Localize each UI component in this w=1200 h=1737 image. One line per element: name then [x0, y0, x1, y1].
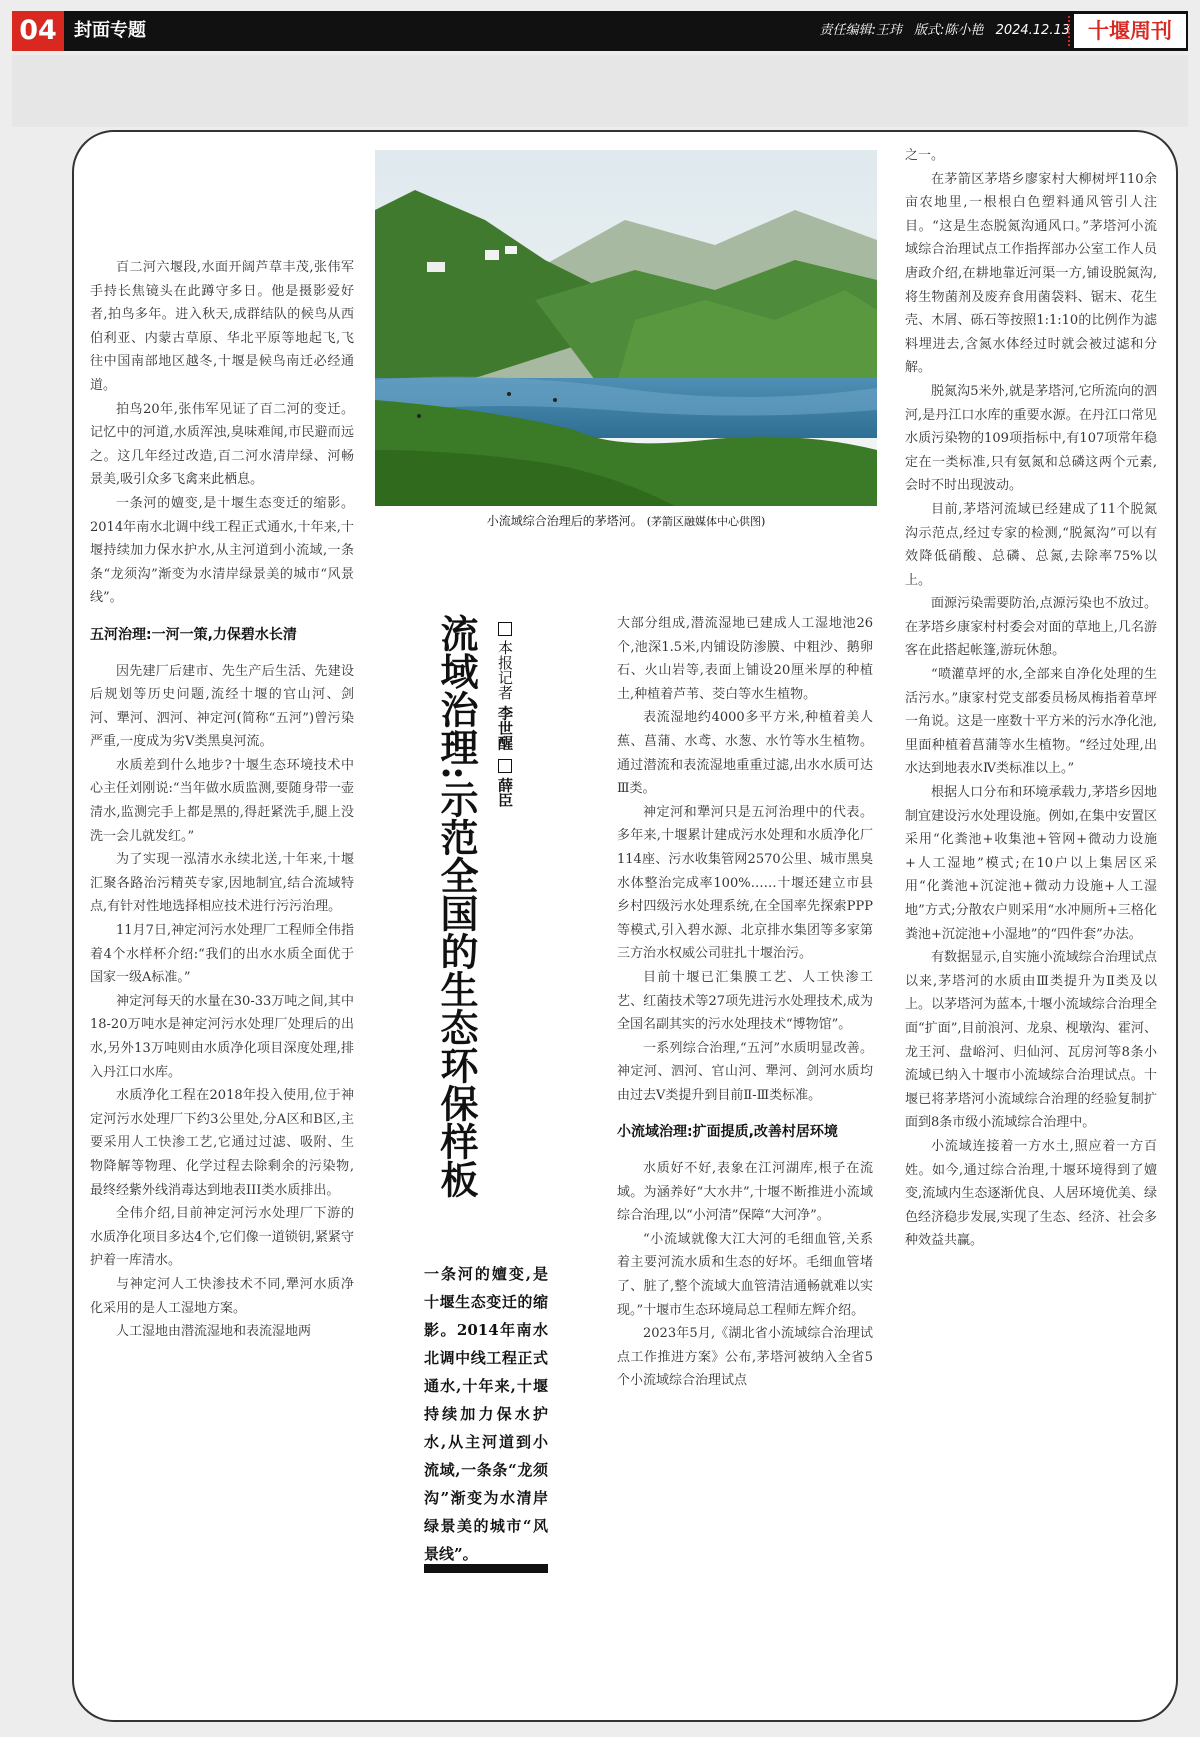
subheading-small-watershed: 小流域治理:扩面提质,改善村居环境 [617, 1124, 838, 1141]
paragraph: 百二河六堰段,水面开阔芦草丰茂,张伟军手持长焦镜头在此蹲守多日。他是摄影爱好者,拍鸟多年。进入秋天,成群结队的候鸟从西伯利亚、内蒙古草原、华北平原等地起飞,飞往中国南部地区越冬,十堰是候鸟南迁必经通道。 [90, 260, 354, 393]
article-photo [375, 150, 877, 506]
editor-credit: 责任编辑:王玮 [819, 23, 902, 38]
layout-credit: 版式:陈小艳 [914, 23, 984, 38]
paragraph: 水质净化工程在2018年投入使用,位于神定河污水处理厂下约3公里处,分A区和B区,主要采用人工快渗工艺,它通过过滤、吸附、生物降解等物理、化学过程去除剩余的污染物,最终经紫外线消毒达到地表III类水质排出。 [90, 1088, 354, 1198]
paragraph: 一条河的嬗变,是十堰生态变迁的缩影。2014年南水北调中线工程正式通水,十年来,十堰持续加力保水护水,从主河道到小流域,一条条“龙须沟”渐变为水清岸绿景美的城市“风景线”。 [90, 495, 354, 606]
paragraph: “喷灌草坪的水,全部来自净化处理的生活污水。”康家村党支部委员杨凤梅指着草坪一角说。这是一座数十平方米的污水净化池,里面种植着菖蒲等水生植物。“经过处理,出水达到地表水Ⅳ类标准以上。” [905, 667, 1157, 777]
photo-credit: (茅箭区融媒体中心供图) [646, 515, 766, 528]
paragraph: 神定河和犟河只是五河治理中的代表。多年来,十堰累计建成污水处理和水质净化厂114座、污水收集管网2570公里、城市黑臭水体整治完成率100%……十堰还建立市县乡村四级污水处理系统,在全国率先探索PPP等模式,引入碧水源、北京排水集团等多家第三方治水权威公司驻扎十堰治污。 [617, 804, 873, 962]
river-landscape-image [375, 150, 877, 506]
paragraph: 为了实现一泓清水永续北送,十年来,十堰汇聚各路治污精英专家,因地制宜,结合流域特点,有针对性地选择相应技术进行污污治理。 [90, 852, 354, 915]
subheading-five-rivers: 五河治理:一河一策,力保碧水长清 [90, 626, 297, 643]
paragraph: 目前十堰已汇集膜工艺、人工快渗工艺、红菌技术等27项先进污水处理技术,成为全国名副其实的污水处理技术“博物馆”。 [617, 969, 873, 1033]
paragraph: “小流域就像大江大河的毛细血管,关系着主要河流水质和生态的好坏。毛细血管堵了、脏了,整个流域大血管清洁通畅就难以实现。”十堰市生态环境局总工程师左辉介绍。 [617, 1231, 873, 1318]
paragraph: 2023年5月,《湖北省小流域综合治理试点工作推进方案》公布,茅塔河被纳入全省5个小流域综合治理试点 [617, 1326, 873, 1389]
paragraph: 神定河每天的水量在30-33万吨之间,其中18-20万吨水是神定河污水处理厂处理后的出水,另外13万吨则由水质净化项目深度处理,排入丹江口水库。 [90, 993, 354, 1080]
paragraph: 拍鸟20年,张伟军见证了百二河的变迁。记忆中的河道,水质浑浊,臭味难闻,市民避而远之。这几年经过改造,百二河水清岸绿、河畅景美,吸引众多飞禽来此栖息。 [90, 401, 354, 488]
pull-quote: 一条河的嬗变,是十堰生态变迁的缩影。2014年南水北调中线工程正式通水,十年来,十堰持续加力保水护水,从主河道到小流域,一条条“龙须沟”渐变为水清岸绿景美的城市“风景线”。 [424, 1265, 548, 1563]
paragraph: 全伟介绍,目前神定河污水处理厂下游的水质净化项目多达4个,它们像一道锁钥,紧紧守护着一库清水。 [90, 1206, 354, 1269]
paragraph: 根据人口分布和环境承载力,茅塔乡因地制宜建设污水处理设施。例如,在集中安置区采用“化粪池+收集池+管网+微动力设施+人工湿地”模式;在10户以上集居区采用“化粪池+沉淀池+微动力设施+人工湿地”方式;分散农户则采用“水冲厕所+三格化粪池+沉淀池+小湿地”的“四件套”办法。 [905, 785, 1157, 942]
column-1 [90, 256, 354, 1344]
paragraph: 因先建厂后建市、先生产后生活、先建设后规划等历史问题,流经十堰的官山河、剑河、犟河、泗河、神定河(简称“五河”)曾污染严重,一度成为劣V类黑臭河流。 [90, 663, 354, 750]
paragraph: 之一。 [905, 148, 945, 163]
brand-logo: 十堰周刊 [1074, 14, 1186, 48]
section-title: 封面专题 [74, 20, 146, 41]
paragraph: 表流湿地约4000多平方米,种植着美人蕉、菖蒲、水鸢、水葱、水竹等水生植物。通过潜流和表流湿地重重过滤,出水水质可达Ⅲ类。 [617, 710, 873, 797]
byline-box-2 [498, 759, 512, 773]
byline [490, 618, 516, 807]
column-4 [905, 144, 1157, 1253]
paragraph: 面源污染需要防治,点源污染也不放过。在茅塔乡康家村村委会对面的草地上,几名游客在此搭起帐篷,游玩休憩。 [905, 596, 1157, 659]
paragraph: 目前,茅塔河流域已经建成了11个脱氮沟示范点,经过专家的检测,“脱氮沟”可以有效降低硝酸、总磷、总氮,去除率75%以上。 [905, 501, 1157, 588]
pull-quote-bar [424, 1564, 548, 1573]
byline-role: 本报记者 [496, 640, 514, 700]
column-3 [617, 612, 873, 1393]
header-meta [812, 11, 1071, 51]
paragraph: 水质差到什么地步?十堰生态环境技术中心主任刘刚说:“当年做水质监测,要随身带一壶清水,监测完手上都是黑的,得赶紧洗手,腿上没洗一会儿就发红。” [90, 757, 354, 844]
top-margin-shade [12, 55, 1188, 127]
photo-caption [375, 512, 877, 529]
paragraph: 大部分组成,潜流湿地已建成人工湿地池26个,池深1.5米,内铺设防渗膜、中粗沙、鹅卵石、火山岩等,表面上铺设20厘米厚的种植土,种植着芦苇、茭白等水生植物。 [617, 616, 873, 702]
paragraph: 有数据显示,自实施小流域综合治理试点以来,茅塔河的水质由Ⅲ类提升为Ⅱ类及以上。以茅塔河为蓝本,十堰小流域综合治理全面“扩面”,目前浪河、龙泉、枧墩沟、霍河、龙王河、盘峪河、归仙河、瓦房河等8条小流域已纳入十堰市小流域综合治理试点。十堰已将茅塔河小流域综合治理的经验复制扩面到8条市级小流域综合治理中。 [905, 950, 1157, 1131]
brand-divider [1068, 16, 1073, 46]
paragraph: 在茅箭区茅塔乡廖家村大柳树坪110余亩农地里,一根根白色塑料通风管引人注目。“这是生态脱氮沟通风口。”茅塔河小流域综合治理试点工作指挥部办公室工作人员唐政介绍,在耕地靠近河渠一方,铺设脱氮沟,将生物菌剂及废弃食用菌袋料、锯末、花生壳、木屑、砾石等按照1:1:10的比例作为滤料埋进去,含氮水体经过时就会被过滤和分解。 [905, 171, 1157, 376]
author-1: 李世醒 [496, 705, 514, 751]
paragraph: 与神定河人工快渗技术不同,犟河水质净化采用的是人工湿地方案。 [90, 1276, 354, 1316]
author-2: 薛臣 [496, 777, 514, 808]
issue-date: 2024.12.13 [995, 23, 1070, 38]
paragraph: 小流域连接着一方水土,照应着一方百姓。如今,通过综合治理,十堰环境得到了嬗变,流域内生态逐渐优良、人居环境优美、绿色经济稳步发展,实现了生态、经济、社会多种效益共赢。 [905, 1138, 1157, 1249]
paragraph: 11月7日,神定河污水处理厂工程师全伟指着4个水样杯介绍:“我们的出水水质全面优于国家一级A标准。” [90, 923, 354, 986]
paragraph: 水质好不好,表象在江河湖库,根子在流域。为涵养好“大水井”,十堰不断推进小流域综合治理,以“小河清”保障“大河净”。 [617, 1161, 873, 1224]
paragraph: 脱氮沟5米外,就是茅塔河,它所流向的泗河,是丹江口水库的重要水源。在丹江口常见水质污染物的109项指标中,有107项常年稳定在一类标准,只有氨氮和总磷这两个元素,会时不时出现波动。 [905, 383, 1157, 494]
page-number: 04 [12, 11, 64, 51]
paragraph: 一系列综合治理,“五河”水质明显改善。神定河、泗河、官山河、犟河、剑河水质均由过去V类提升到目前Ⅱ-Ⅲ类标准。 [617, 1040, 873, 1103]
caption-text: 小流域综合治理后的茅塔河。 [486, 514, 643, 528]
paragraph: 人工湿地由潜流湿地和表流湿地两 [116, 1324, 312, 1340]
byline-box-1 [498, 622, 512, 636]
article-title: 流域治理:示范全国的生态环保样板 [434, 614, 479, 1199]
